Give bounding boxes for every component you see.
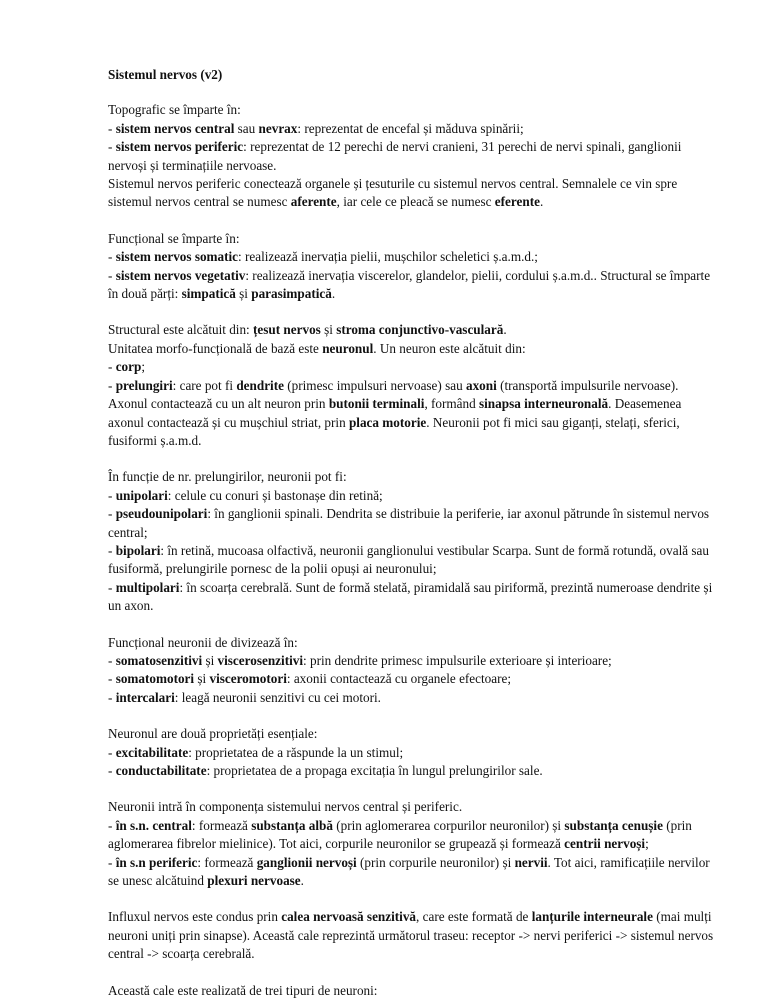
bold-term: în s.n. central — [115, 817, 192, 833]
bold-term: visceromotori — [209, 671, 287, 687]
text-segment: - — [108, 817, 116, 833]
text-line — [108, 634, 716, 652]
text-segment: . Tot aici, ramificațiile nervilor se unesc alcătuind — [108, 854, 710, 889]
text-segment: - — [108, 249, 116, 265]
text-segment: (transportă impulsurile nervoase). Axonul contactează cu un alt neuron prin — [108, 377, 679, 412]
text-line — [108, 248, 716, 266]
text-segment: : reprezentat de encefal și măduva spinării; — [297, 120, 524, 136]
text-segment: : axonii contactează cu organele efectoare; — [286, 671, 512, 687]
bold-term: butonii terminali — [328, 396, 425, 412]
text-segment: . Un neuron este alcătuit din: — [373, 340, 526, 356]
text-segment: (prin corpurile neuronilor) și — [356, 854, 515, 870]
text-line — [108, 744, 716, 762]
bold-term: ganglionii nervoși — [256, 854, 357, 870]
paragraph — [108, 725, 716, 780]
text-segment: (prin aglomerarea fibrelor mielinice). Tot aici, corpurile neuronilor se grupează și formează — [108, 817, 692, 852]
bold-term: plexuri nervoase — [207, 873, 301, 889]
text-segment: - — [108, 120, 116, 136]
text-line — [108, 505, 716, 542]
text-line — [108, 725, 716, 743]
text-segment: - — [108, 139, 116, 155]
bold-term: sistem nervos periferic — [115, 139, 244, 155]
text-line — [108, 358, 716, 376]
text-segment: - — [108, 359, 116, 375]
bold-term: în s.n periferic — [115, 854, 198, 870]
text-line — [108, 854, 716, 891]
text-segment: Unitatea morfo-funcțională de bază este — [108, 340, 323, 356]
text-line — [108, 321, 716, 339]
bold-term: sistem nervos central — [115, 120, 235, 136]
text-segment: Neuronii intră în componența sistemului nervos central și periferic. — [108, 799, 463, 815]
text-line — [108, 468, 716, 486]
document-title: Sistemul nervos (v2) — [108, 67, 223, 82]
text-line — [108, 817, 716, 854]
text-line — [108, 120, 716, 138]
text-segment: - — [108, 854, 116, 870]
bold-term: prelungiri — [115, 377, 173, 393]
text-line — [108, 267, 716, 304]
bold-term: corp — [115, 359, 142, 375]
paragraph — [108, 468, 716, 615]
bold-term: conductabilitate — [115, 763, 207, 778]
text-segment: Funcțional neuronii de divizează în: — [108, 634, 298, 650]
text-segment: Influxul nervos este condus prin — [108, 909, 282, 925]
text-segment: Funcțional se împarte în: — [108, 230, 240, 246]
text-line — [108, 487, 716, 505]
paragraph — [108, 101, 716, 211]
text-segment: : celule cu conuri și bastonașe din retină; — [167, 487, 383, 503]
text-segment: . Deasemenea axonul contactează și cu mușchiul striat, prin — [108, 396, 682, 430]
text-segment: : reprezentat de 12 perechi de nervi cranieni, 31 perechi de nervi spinali, ganglionii nervoși și terminațiile nervoase. — [108, 139, 682, 173]
text-line — [108, 377, 716, 451]
text-segment: și — [235, 286, 252, 302]
document-body — [108, 101, 716, 1000]
text-segment: - — [108, 744, 116, 760]
bold-term: sistem nervos somatic — [115, 249, 239, 265]
text-segment: și — [320, 322, 337, 338]
bold-term: simpatică — [181, 286, 236, 302]
text-line — [108, 175, 716, 212]
bold-term: eferente — [494, 194, 540, 210]
text-segment: : realizează inervația pielii, mușchilor scheletici ș.a.m.d.; — [238, 249, 538, 265]
text-segment: , formând — [424, 396, 480, 412]
text-line — [108, 138, 716, 175]
bold-term: sistem nervos vegetativ — [115, 267, 246, 283]
text-segment: . Neuronii pot fi mici sau giganți, stelați, sferici, fusiformi ș.a.m.d. — [108, 414, 680, 448]
text-line — [108, 101, 716, 119]
bold-term: axoni — [465, 377, 497, 393]
text-segment: Sistemul nervos periferic conectează organele și țesuturile cu sistemul nervos central. Semnalele ce vin spre sistemul nervos central se numesc — [108, 176, 678, 210]
bold-term: nevrax — [258, 120, 298, 136]
text-line — [108, 982, 716, 1000]
text-segment: și — [202, 652, 218, 668]
text-segment: : formează — [191, 817, 252, 833]
bold-term: viscerosenzitivi — [217, 652, 304, 668]
text-line — [108, 340, 716, 358]
text-segment: - — [108, 579, 116, 595]
bold-term: bipolari — [115, 542, 161, 558]
bold-term: țesut nervos — [253, 322, 321, 338]
bold-term: dendrite — [236, 377, 284, 393]
bold-term: centrii nervoși — [564, 836, 646, 852]
bold-term: pseudounipolari — [115, 506, 208, 522]
bold-term: somatomotori — [115, 671, 195, 687]
text-segment: : în scoarța cerebrală. Sunt de formă stelată, piramidală sau piriformă, prezintă numeroase dendrite și un axon. — [108, 579, 713, 614]
text-segment: : proprietatea de a răspunde la un stimul; — [188, 744, 404, 760]
text-segment: - — [108, 542, 116, 558]
bold-term: substanța cenușie — [564, 817, 663, 833]
text-segment: , iar cele ce pleacă se numesc — [336, 194, 495, 210]
bold-term: calea nervoasă senzitivă — [281, 909, 417, 925]
text-segment: . — [503, 322, 507, 338]
text-line — [108, 689, 716, 707]
text-segment: - — [108, 671, 116, 687]
text-segment: - — [108, 652, 116, 668]
bold-term: placa motorie — [348, 414, 427, 430]
text-segment: (mai mulți neuroni uniți prin sinapse). Această cale reprezintă următorul traseu: receptor -> nervi periferici -> sistemul nervos central -> scoarța cerebrală. — [108, 909, 714, 962]
bold-term: lanțurile interneurale — [531, 909, 653, 925]
text-segment: . — [300, 873, 304, 889]
text-segment: : proprietatea de a propaga excitația în lungul prelungirilor sale. — [206, 763, 543, 778]
text-segment: : formează — [197, 854, 257, 870]
text-segment: - — [108, 506, 116, 522]
text-segment: - — [108, 487, 116, 503]
text-segment: , care este formată de — [416, 909, 532, 925]
text-segment: sau — [234, 120, 259, 136]
paragraph — [108, 634, 716, 708]
bold-term: nervii — [514, 854, 548, 870]
paragraph — [108, 908, 716, 963]
bold-term: multipolari — [115, 579, 180, 595]
bold-term: parasimpatică — [251, 286, 332, 302]
text-line — [108, 798, 716, 816]
text-line — [108, 230, 716, 248]
bold-term: substanța albă — [251, 817, 333, 833]
paragraph — [108, 798, 716, 890]
text-segment: ; — [645, 836, 649, 852]
text-segment: Structural este alcătuit din: — [108, 322, 254, 338]
text-line — [108, 542, 716, 579]
bold-term: excitabilitate — [115, 744, 189, 760]
text-segment: : leagă neuronii senzitivi cu cei motori. — [174, 689, 381, 705]
text-segment: - — [108, 689, 116, 705]
text-segment: și — [194, 671, 210, 687]
text-segment: Această cale este realizată de trei tipuri de neuroni: — [108, 982, 378, 998]
text-segment: - — [108, 763, 116, 778]
text-segment: (prin aglomerarea corpurilor neuronilor) și — [332, 817, 565, 833]
text-segment: ; — [141, 359, 146, 375]
paragraph — [108, 982, 716, 1000]
text-segment: : în retină, mucoasa olfactivă, neuronii ganglionului vestibular Scarpa. Sunt de formă rotundă, ovală sau fusiformă, prelungirile pornesc de la polii opuși ai neuronului; — [108, 542, 709, 577]
paragraph — [108, 230, 716, 304]
text-segment: - — [108, 377, 116, 393]
bold-term: stroma conjunctivo-vasculară — [336, 322, 504, 338]
text-segment: Topografic se împarte în: — [108, 102, 241, 118]
text-segment: : prin dendrite primesc impulsurile exterioare și interioare; — [303, 652, 612, 668]
bold-term: aferente — [290, 194, 337, 210]
bold-term: intercalari — [115, 689, 175, 705]
text-line — [108, 579, 716, 616]
text-line — [108, 908, 716, 963]
text-segment: . — [539, 194, 544, 210]
text-segment: : în ganglionii spinali. Dendrita se distribuie la periferie, iar axonul pătrunde în sistemul nervos central; — [108, 506, 710, 540]
bold-term: sinapsa interneuronală — [479, 396, 609, 412]
text-segment: - — [108, 267, 116, 283]
text-line — [108, 652, 716, 670]
text-segment: : realizează inervația viscerelor, glandelor, pielii, cordului ș.a.m.d.. Structural se împarte în două părți: — [108, 267, 711, 302]
bold-term: unipolari — [115, 487, 168, 503]
text-segment: (primesc impulsuri nervoase) sau — [283, 377, 466, 393]
text-line — [108, 762, 716, 780]
text-segment: : care pot fi — [172, 377, 237, 393]
text-line — [108, 670, 716, 688]
bold-term: somatosenzitivi — [115, 652, 203, 668]
paragraph — [108, 321, 716, 450]
text-segment: Neuronul are două proprietăți esențiale: — [108, 726, 318, 742]
bold-term: neuronul — [322, 340, 374, 356]
text-segment: În funcție de nr. prelungirilor, neuronii pot fi: — [108, 469, 347, 485]
text-segment: . — [331, 286, 336, 302]
